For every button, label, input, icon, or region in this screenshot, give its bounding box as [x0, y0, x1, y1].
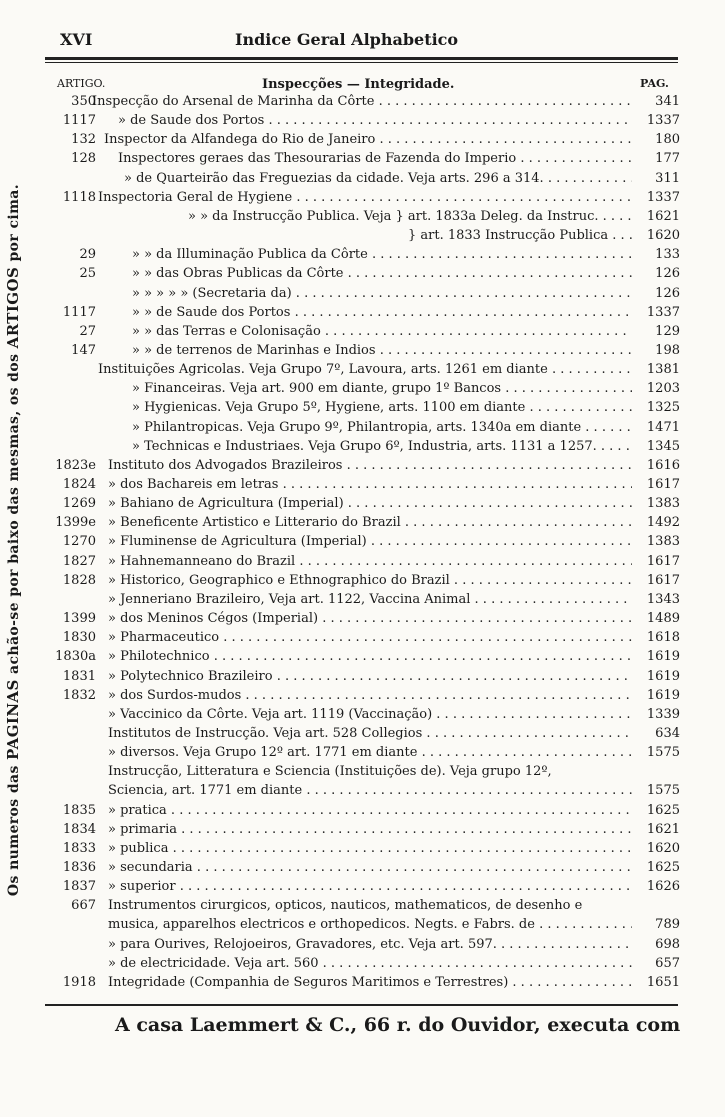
page-number-ref: 1626: [646, 879, 680, 895]
entry-text: » » das Terras e Colonisação . . .: [132, 322, 632, 341]
page-number-ref: 657: [655, 955, 680, 971]
page-number-ref: 1619: [646, 668, 680, 684]
entry-text: » Beneficente Artistico e Litterario do Brazil . . .: [108, 513, 632, 532]
page-number-ref: 1617: [646, 553, 680, 569]
index-entry: [48, 858, 680, 877]
entry-text: » Jenneriano Brazileiro, Veja art. 1122, Vaccina Animal . . .: [108, 590, 632, 609]
article-number: 1399: [62, 611, 96, 627]
entry-text: » Pharmaceutico . . .: [108, 628, 632, 647]
article-number: 1831: [62, 668, 96, 684]
index-entry: [48, 494, 680, 513]
index-entry: [48, 705, 680, 724]
entry-text: Sciencia, art. 1771 em diante . . .: [108, 781, 632, 800]
column-header-page: PAG.: [640, 77, 669, 90]
index-entry: [48, 896, 680, 915]
article-number: 29: [79, 247, 96, 263]
index-entry: [48, 207, 680, 226]
entry-text: » pratica . . .: [108, 801, 632, 820]
entry-text: Inspector da Alfandega do Rio de Janeiro . . .: [104, 130, 632, 149]
page-number-ref: 789: [655, 917, 680, 933]
entry-text: » Hahnemanneano do Brazil . . .: [108, 552, 632, 571]
entry-text: » » das Obras Publicas da Côrte . . .: [132, 264, 632, 283]
entry-text: Inspectores geraes das Thesourarias de Fazenda do Imperio . . .: [118, 149, 632, 168]
article-number: 1827: [62, 553, 96, 569]
page-number-ref: 341: [655, 94, 680, 109]
index-entry: [48, 686, 680, 705]
entry-text: » de Quarteirão das Freguezias da cidade. Veja arts. 296 a 314. . . .: [124, 169, 632, 188]
header-rule-thin: [45, 62, 678, 63]
index-entry: [48, 954, 680, 973]
index-entry: [48, 667, 680, 686]
index-entry: [48, 149, 680, 168]
index-entry: [48, 590, 680, 609]
index-entry: [48, 781, 680, 800]
index-entry: [48, 111, 680, 130]
page-number-ref: 1325: [646, 400, 680, 416]
page-number-ref: 1343: [646, 591, 680, 607]
running-title: Indice Geral Alphabetico: [235, 30, 459, 49]
entry-text: } art. 1833 Instrucção Publica . . .: [408, 226, 632, 245]
page-number-ref: 1381: [646, 362, 680, 378]
index-entry: [48, 801, 680, 820]
article-number: 1270: [62, 534, 96, 550]
entry-text: » de electricidade. Veja art. 560 . . .: [108, 954, 632, 973]
entry-text: » dos Meninos Cégos (Imperial) . . .: [108, 609, 632, 628]
entry-text: » Hygienicas. Veja Grupo 5º, Hygiene, arts. 1100 em diante . . .: [132, 398, 632, 417]
column-header-article: ARTIGO.: [57, 77, 106, 90]
entry-text: Inspecção do Arsenal de Marinha da Côrte . . .: [92, 92, 632, 111]
article-number: 1830a: [55, 649, 96, 665]
page-number-ref: 634: [655, 725, 680, 741]
entry-text: musica, apparelhos electricos e orthopedicos. Negts. e Fabrs. de . . .: [108, 915, 632, 934]
entry-text: » Financeiras. Veja art. 900 em diante, grupo 1º Bancos . . .: [132, 379, 632, 398]
article-number: 147: [71, 342, 96, 358]
page-number-ref: 1575: [646, 745, 680, 761]
page-number-ref: 1337: [646, 113, 680, 129]
entry-text: » para Ourives, Relojoeiros, Gravadores, etc. Veja art. 597. . . .: [108, 935, 632, 954]
page-number-ref: 1339: [646, 706, 680, 722]
side-note-part: Os numeros das: [6, 759, 22, 897]
page-number-ref: 1203: [646, 381, 680, 397]
index-entry: [48, 609, 680, 628]
side-note-part: por cima.: [6, 183, 22, 267]
article-number: 128: [71, 151, 96, 167]
entry-text: » » da Instrucção Publica. Veja } art. 1833a Deleg. da Instruc. . . .: [188, 207, 632, 226]
entry-text: Instrumentos cirurgicos, opticos, nauticos, mathematicos, de desenho e: [108, 898, 583, 914]
page-number-ref: 177: [655, 151, 680, 167]
side-note: [4, 120, 22, 960]
index-entry: [48, 532, 680, 551]
entry-text: » superior . . .: [108, 877, 632, 896]
entry-text: Institutos de Instrucção. Veja art. 528 Collegios . . .: [108, 724, 632, 743]
article-number: 1837: [62, 879, 96, 895]
page-number-ref: 1471: [646, 419, 680, 435]
index-entry: [48, 456, 680, 475]
index-entry: [48, 475, 680, 494]
entry-text: » » de Saude dos Portos . . .: [132, 303, 632, 322]
entry-text: » Philotechnico . . .: [108, 647, 632, 666]
page-number-ref: 126: [655, 285, 680, 301]
article-number: 132: [71, 132, 96, 148]
header-rule: [45, 57, 678, 60]
index-entry: [48, 437, 680, 456]
index-entry: [48, 743, 680, 762]
page-number-ref: 1625: [646, 802, 680, 818]
article-number: 1823e: [55, 457, 96, 473]
entry-text: » dos Bachareis em letras . . .: [108, 475, 632, 494]
index-entry: [48, 877, 680, 896]
index-entry: [48, 418, 680, 437]
entry-text: » de Saude dos Portos . . .: [118, 111, 632, 130]
page-number-ref: 180: [655, 132, 680, 148]
entry-text: » » de terrenos de Marinhas e Indios . . .: [132, 341, 632, 360]
entry-text: Instituições Agricolas. Veja Grupo 7º, Lavoura, arts. 1261 em diante . . .: [98, 360, 632, 379]
page-number-ref: 1617: [646, 477, 680, 492]
side-note-part: achão-se por baixo das mesmas, os dos: [6, 348, 22, 680]
article-number: 350: [71, 94, 96, 109]
page-number-ref: 1619: [646, 649, 680, 665]
article-number: 1836: [62, 860, 96, 875]
index-entry: [48, 647, 680, 666]
article-number: 1824: [62, 477, 96, 492]
side-note-articles: ARTIGOS: [4, 266, 22, 349]
page-number-ref: 1651: [646, 974, 680, 990]
article-number: 1117: [62, 304, 96, 320]
page-number-ref: 1337: [646, 189, 680, 205]
page-number-ref: 198: [655, 342, 680, 358]
article-number: 1117: [62, 113, 96, 129]
article-number: 1918: [62, 974, 96, 990]
article-number: 1832: [62, 687, 96, 703]
index-entry: [48, 226, 680, 245]
page-number-ref: 1620: [646, 228, 680, 244]
page-number-ref: 1492: [646, 515, 680, 531]
index-entry: [48, 571, 680, 590]
entry-text: » Vaccinico da Côrte. Veja art. 1119 (Vaccinação) . . .: [108, 705, 632, 724]
page-number: XVI: [60, 30, 93, 49]
index-entry: [48, 284, 680, 303]
article-number: 1269: [62, 496, 96, 512]
page-number-ref: 1383: [646, 496, 680, 512]
entry-text: » Polytechnico Brazileiro . . .: [108, 667, 632, 686]
page-number-ref: 129: [655, 323, 680, 339]
entry-text: » primaria . . .: [108, 820, 632, 839]
entry-text: » dos Surdos-mudos . . .: [108, 686, 632, 705]
article-number: 1118: [62, 189, 96, 205]
index-entry: [48, 341, 680, 360]
article-number: 1833: [62, 840, 96, 856]
article-number: 1835: [62, 802, 96, 818]
page-number-ref: 126: [655, 266, 680, 282]
entry-text: » diversos. Veja Grupo 12º art. 1771 em diante . . .: [108, 743, 632, 762]
page-number-ref: 311: [655, 170, 680, 186]
index-entry: [48, 973, 680, 992]
index-entry: [48, 724, 680, 743]
index-entry: [48, 839, 680, 858]
page-number-ref: 1617: [646, 572, 680, 588]
entry-text: » Technicas e Industriaes. Veja Grupo 6º, Industria, arts. 1131 a 1257. . . .: [132, 437, 632, 456]
page-number-ref: 1625: [646, 860, 680, 875]
article-number: 27: [79, 323, 96, 339]
page-number-ref: 133: [655, 247, 680, 263]
entry-text: Inspectoria Geral de Hygiene . . .: [98, 188, 632, 207]
page-number-ref: 1616: [646, 457, 680, 473]
footer-advert: A casa Laemmert & C., 66 r. do Ouvidor, executa com: [115, 1014, 681, 1036]
article-number: 1830: [62, 630, 96, 646]
index-entry: [48, 398, 680, 417]
index-entry: [48, 303, 680, 322]
page-number-ref: 1619: [646, 687, 680, 703]
index-entry: [48, 820, 680, 839]
index-entry: [48, 188, 680, 207]
footer-rule: [45, 1004, 678, 1006]
page-number-ref: 1337: [646, 304, 680, 320]
page-number-ref: 1345: [646, 438, 680, 454]
article-number: 667: [71, 898, 96, 914]
entry-text: Integridade (Companhia de Seguros Maritimos e Terrestres) . . .: [108, 973, 632, 992]
index-entry: [48, 935, 680, 954]
index-entry: [48, 264, 680, 283]
index-entry: [48, 513, 680, 532]
index-entry: [48, 92, 680, 111]
page-number-ref: 1489: [646, 611, 680, 627]
entry-text: » » da Illuminação Publica da Côrte . . .: [132, 245, 632, 264]
entry-text: » Philantropicas. Veja Grupo 9º, Philantropia, arts. 1340a em diante . . .: [132, 418, 632, 437]
page-number-ref: 1618: [646, 630, 680, 646]
page-number-ref: 1575: [646, 783, 680, 799]
index-entry: [48, 762, 680, 781]
article-number: 1828: [62, 572, 96, 588]
entry-text: » publica . . .: [108, 839, 632, 858]
side-note-pages: PAGINAS: [4, 679, 22, 760]
entry-text: Instituto dos Advogados Brazileiros . . .: [108, 456, 632, 475]
entry-text: » Fluminense de Agricultura (Imperial) . . .: [108, 532, 632, 551]
article-number: 25: [79, 266, 96, 282]
index-entry: [48, 130, 680, 149]
index-entry: [48, 360, 680, 379]
entry-text: » Historico, Geographico e Ethnographico do Brazil . . .: [108, 571, 632, 590]
entry-text: » » » » » (Secretaria da) . . .: [132, 284, 632, 303]
index-entry: [48, 915, 680, 934]
article-number: 1399e: [55, 515, 96, 531]
page-number-ref: 1620: [646, 840, 680, 856]
page-number-ref: 1621: [646, 208, 680, 224]
index-entry: [48, 552, 680, 571]
index-entry: [48, 322, 680, 341]
entry-text: » Bahiano de Agricultura (Imperial) . . .: [108, 494, 632, 513]
index-entry: [48, 628, 680, 647]
index-entry: [48, 379, 680, 398]
article-number: 1834: [62, 821, 96, 837]
page-number-ref: 1383: [646, 534, 680, 550]
section-title: Inspecções — Integridade.: [262, 77, 455, 92]
page-number-ref: 698: [655, 936, 680, 952]
index-entry: [48, 245, 680, 264]
page-number-ref: 1621: [646, 821, 680, 837]
entry-text: Instrucção, Litteratura e Sciencia (Instituições de). Veja grupo 12º,: [108, 764, 552, 780]
entry-text: » secundaria . . .: [108, 858, 632, 877]
index-entry: [48, 169, 680, 188]
